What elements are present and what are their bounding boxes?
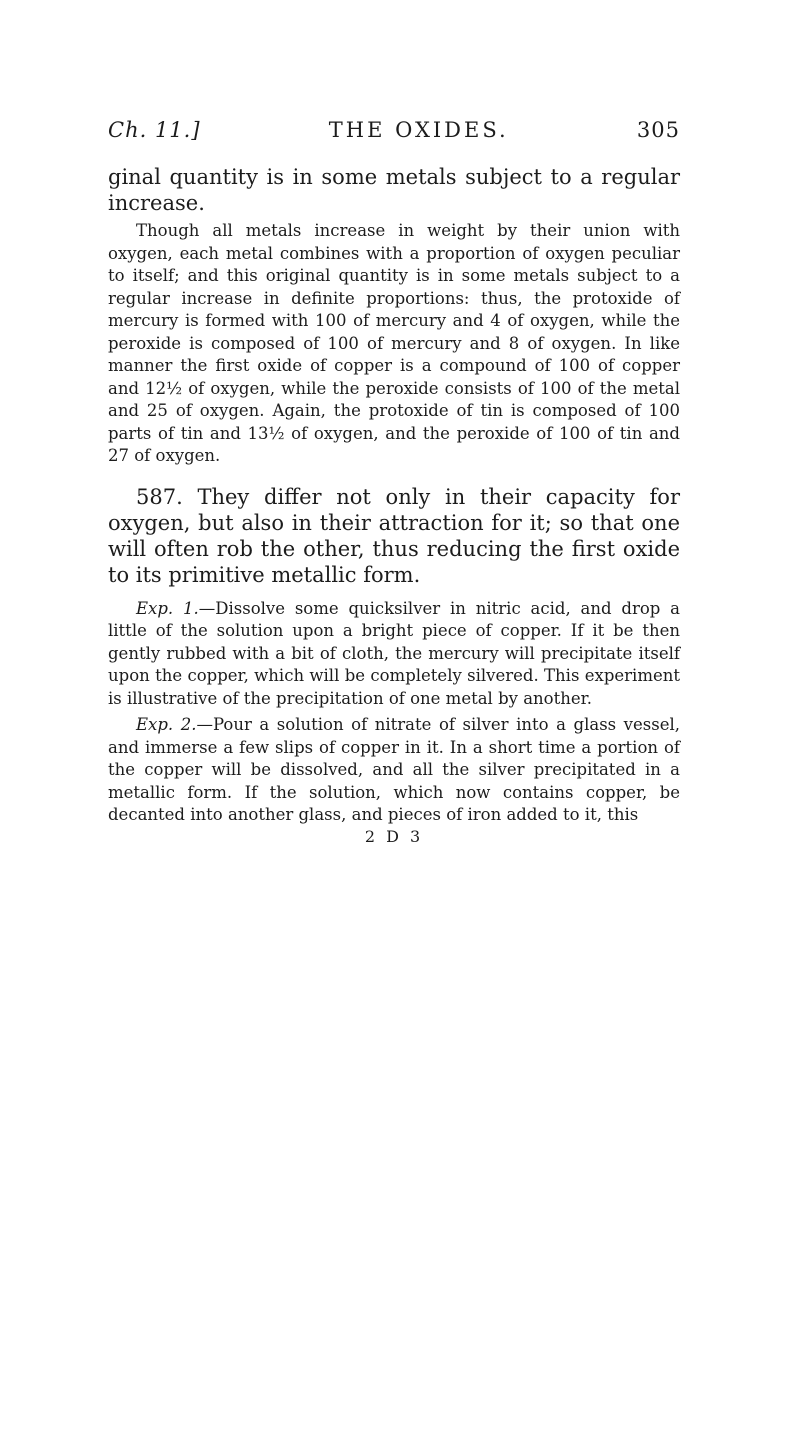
book-page [108, 118, 680, 847]
experiment-2-label: Exp. 2. [136, 715, 197, 734]
running-header [108, 118, 680, 142]
section-587-text: They differ not only in their capacity for oxygen, but also in their attraction for it; so that one will often rob the other, thus reducing the first oxide to its primitive metallic form. [108, 484, 680, 587]
explanatory-paragraph: Though all metals increase in weight by their union with oxygen, each metal combines with a proportion of oxygen peculiar to itself; and this original quantity is in some metals subject to a regular increase in definite proportions: thus, the protoxide of mercury is formed with 100 of mercury and 4 of oxygen, while the peroxide is composed of 100 of mercury and 8 of oxygen. In like manner the first oxide of copper is a compound of 100 of copper and 12½ of oxygen, while the peroxide consists of 100 of the metal and 25 of oxygen. Again, the protoxide of tin is composed of 100 parts of tin and 13½ of oxygen, and the peroxide of 100 of tin and 27 of oxygen. [108, 221, 680, 465]
signature-mark: 2 D 3 [364, 826, 424, 846]
chapter-reference: Ch. 11.] [108, 118, 201, 142]
experiment-2 [108, 714, 680, 827]
continued-paragraph: ginal quantity is in some metals subject to a regular increase. [108, 165, 680, 215]
experiment-1-text: —Dissolve some quicksilver in nitric acid, and drop a little of the solution upon a bright piece of copper. If it be then gently rubbed with a bit of cloth, the mercury will precipitate itself upon the copper, which will be completely silvered. This experiment is illustrative of the precipitation of one metal by another. [108, 598, 680, 708]
experiment-1-label: Exp. 1. [136, 598, 199, 618]
page-number: 305 [636, 118, 680, 142]
experiment-1 [108, 598, 680, 711]
section-number: 587. [136, 484, 183, 509]
experiment-2-text: —Pour a solution of nitrate of silver into a glass vessel, and immerse a few slips of copper in it. In a short time a portion of the copper will be dissolved, and all the silver precipitated in a metallic form. If the solution, which now contains copper, be decanted into another glass, and pieces of iron added to it, this [108, 715, 680, 824]
running-title: THE OXIDES. [328, 118, 509, 142]
section-587 [108, 484, 680, 588]
